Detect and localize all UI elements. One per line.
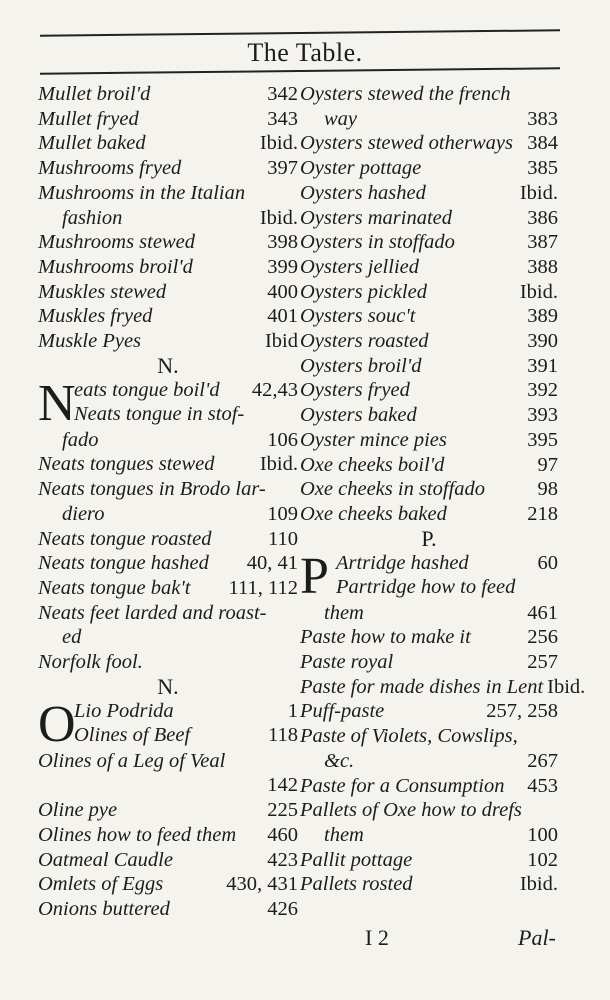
index-entry (300, 354, 558, 379)
entry-page: 386 (527, 206, 558, 229)
entry-page: 391 (527, 354, 558, 377)
entry-page: 399 (267, 255, 298, 278)
entry-page: 100 (527, 823, 558, 846)
entry-page: 40, 41 (246, 552, 298, 575)
entry-page: 267 (527, 749, 558, 772)
entry-text: Mushrooms fryed (38, 157, 182, 180)
index-entry (300, 280, 558, 305)
index-entry (300, 774, 558, 799)
index-entry (38, 897, 298, 922)
entry-page: Ibid. (259, 132, 298, 155)
drop-cap-block (300, 547, 558, 605)
entry-text: Oatmeal Caudle (38, 848, 173, 871)
entry-text: Oysters stewed the french (300, 83, 511, 105)
entry-text: Artridge hashed (336, 551, 469, 574)
entry-text: Oxe cheeks boil'd (300, 453, 445, 476)
entry-page: 257, 258 (486, 700, 558, 723)
page-title: The Table. (247, 38, 363, 67)
index-list (300, 82, 558, 527)
index-entry (74, 402, 298, 427)
index-entry (300, 650, 558, 675)
entry-text: Partridge how to feed (336, 576, 516, 599)
index-entry (300, 453, 558, 478)
entry-text: Mullet broil'd (38, 83, 151, 105)
drop-cap: P (300, 547, 329, 605)
drop-cap-block (38, 374, 298, 432)
index-entry (300, 181, 558, 206)
index-entry (336, 551, 558, 576)
entry-text-continued: diero (62, 502, 105, 525)
entry-page: 42,43 (251, 378, 298, 401)
entry-text: Oysters broil'd (300, 354, 422, 377)
entry-text: Mullet fryed (38, 107, 139, 130)
index-entry (38, 551, 298, 576)
entry-page: 397 (267, 157, 298, 180)
index-entry (38, 82, 298, 107)
entry-text: Puff-paste (300, 700, 385, 723)
entry-text: Mushrooms broil'd (38, 255, 193, 278)
index-list (38, 798, 298, 922)
index-list (300, 625, 586, 897)
index-entry (300, 675, 586, 700)
entry-text: Pallit pottage (300, 848, 413, 871)
entry-page: 400 (267, 280, 298, 303)
entry-page: 398 (267, 231, 298, 254)
entry-text: Oysters marinated (300, 206, 453, 229)
entry-text-continued: fashion (62, 206, 123, 229)
index-entry (38, 823, 298, 848)
entry-text: Lio Podrida (74, 699, 174, 722)
section-heading: P. (421, 525, 437, 551)
entry-text: eats tongue boil'd (74, 378, 220, 401)
entry-text: Oysters baked (300, 404, 417, 427)
left-column (38, 82, 298, 922)
entry-text: Oline pye (38, 799, 118, 822)
index-entry (38, 280, 298, 305)
entry-text: Oysters hashed (300, 181, 426, 204)
index-entry (300, 699, 558, 724)
entry-text: Mushrooms stewed (38, 231, 195, 254)
entry-text: Neats tongues stewed (38, 453, 215, 476)
entry-page: 390 (527, 330, 558, 353)
entry-page: 401 (267, 305, 298, 328)
entry-page: 1 (287, 699, 298, 722)
entry-page: 98 (537, 478, 558, 501)
entry-page: 109 (267, 502, 298, 525)
entry-text: fado (62, 428, 99, 451)
entry-text: Oysters jellied (300, 255, 419, 278)
index-entry (38, 304, 298, 329)
entry-page: 384 (527, 132, 558, 155)
index-entry (38, 872, 298, 897)
index-entry (38, 107, 298, 132)
right-column (300, 82, 586, 897)
index-entry (74, 378, 298, 403)
entry-page: 225 (267, 799, 298, 822)
entry-text: Mushrooms in the Italian (38, 181, 246, 204)
entry-page: 102 (527, 848, 558, 871)
entry-page: 426 (267, 897, 298, 920)
index-entry (38, 848, 298, 873)
entry-page: 257 (527, 651, 558, 674)
entry-page: 423 (267, 848, 298, 871)
index-list (38, 452, 298, 674)
entry-page: Ibid. (519, 280, 558, 303)
index-entry (38, 156, 298, 181)
entry-page: Ibid. (519, 873, 558, 896)
entry-page: 453 (527, 774, 558, 797)
index-entry (300, 131, 558, 156)
drop-cap: O (38, 695, 76, 753)
index-entry (300, 428, 558, 453)
entry-page: 388 (527, 255, 558, 278)
index-entry (38, 477, 298, 526)
entry-page: Ibid (264, 330, 298, 353)
index-entry (38, 601, 298, 650)
entry-page: Ibid. (259, 453, 298, 476)
index-entry (300, 378, 558, 403)
entry-page: 385 (527, 157, 558, 180)
entry-page: 111, 112 (228, 576, 298, 599)
entry-text: Paste royal (300, 651, 394, 674)
entry-page: 106 (267, 428, 298, 451)
index-entry (300, 156, 558, 181)
header-rule (40, 67, 560, 74)
index-entry (300, 477, 558, 502)
entry-page: 218 (527, 502, 558, 525)
entry-page: 430, 431 (226, 873, 298, 896)
entry-text-continued: &c. (324, 749, 355, 772)
index-entry (300, 872, 558, 897)
entry-text: Neats feet larded and roast- (38, 601, 267, 624)
drop-cap: N (38, 374, 76, 432)
index-entry (300, 230, 558, 255)
entry-text: Omlets of Eggs (38, 873, 164, 896)
index-entry (300, 502, 558, 527)
entry-page: 110 (268, 527, 298, 550)
entry-page: 342 (267, 83, 298, 105)
index-entry (300, 848, 558, 873)
index-list (38, 82, 298, 354)
index-entry (38, 749, 298, 774)
index-entry (336, 575, 558, 600)
entry-text: Oysters in stoffado (300, 231, 455, 254)
entry-text: Neats tongue in stof- (74, 403, 245, 426)
entry-page: Ibid. (547, 675, 586, 698)
section-heading: N. (157, 352, 179, 378)
index-entry (300, 625, 558, 650)
entry-text: Neats tongue hashed (38, 552, 209, 575)
index-entry (300, 206, 558, 231)
entry-text: Mullet baked (38, 132, 146, 155)
index-entry (38, 650, 298, 675)
entry-page: 118 (268, 724, 298, 747)
entry-page: 343 (267, 107, 298, 130)
entry-text: Pallets rosted (300, 873, 413, 896)
index-entry (38, 181, 298, 230)
index-entry (300, 403, 558, 428)
entry-text: Paste of Violets, Cowslips, (300, 725, 518, 748)
entry-text-continued: way (324, 107, 358, 130)
index-entry (300, 82, 558, 131)
entry-text: Olines how to feed them (38, 823, 237, 846)
index-entry-continuation (300, 601, 558, 626)
entry-page: 460 (267, 823, 298, 846)
index-entry (300, 724, 558, 773)
section-heading: N. (157, 673, 179, 699)
entry-text: Muskles fryed (38, 305, 153, 328)
entry-page: 395 (527, 428, 558, 451)
index-entry (300, 255, 558, 280)
index-entry (38, 576, 298, 601)
entry-text-continued: them (324, 823, 364, 846)
entry-text: Norfolk fool. (38, 651, 143, 674)
entry-text: Muskles stewed (38, 280, 167, 303)
entry-text: Oysters souc't (300, 305, 416, 328)
index-entry (38, 230, 298, 255)
index-entry (38, 255, 298, 280)
entry-page: 461 (527, 601, 558, 624)
index-entry-continuation (38, 428, 298, 453)
entry-page: 389 (527, 305, 558, 328)
entry-text: them (324, 601, 364, 624)
top-rule (40, 29, 560, 36)
entry-text: Neats tongue bak't (38, 576, 191, 599)
entry-text: Oysters pickled (300, 280, 427, 303)
entry-text: Oysters stewed otherways (300, 132, 513, 155)
entry-text: Oxe cheeks in stoffado (300, 478, 486, 501)
entry-text: Oyster mince pies (300, 428, 447, 451)
entry-text: Olines of a Leg of Veal (38, 749, 226, 772)
entry-page: 60 (537, 551, 558, 574)
index-entry (300, 329, 558, 354)
entry-text: Paste for a Consumption (300, 774, 505, 797)
entry-text: Olines of Beef (74, 724, 191, 747)
entry-text: Paste for made dishes in Lent (300, 675, 544, 698)
entry-text: Oxe cheeks baked (300, 502, 447, 525)
index-entry (38, 798, 298, 823)
entry-text: Oysters fryed (300, 379, 410, 402)
entry-text-continued: ed (62, 626, 82, 649)
index-entry (38, 452, 298, 477)
entry-page: Ibid. (259, 206, 298, 229)
entry-text: Muskle Pyes (38, 330, 142, 353)
entry-text: Neats tongues in Brodo lar- (38, 478, 266, 501)
entry-text: Pallets of Oxe how to drefs (300, 799, 522, 822)
index-entry (74, 699, 298, 724)
drop-cap-block (38, 695, 298, 753)
entry-page: Ibid. (519, 181, 558, 204)
index-entry (300, 798, 558, 847)
index-entry (38, 527, 298, 552)
catchword: Pal- (518, 925, 556, 950)
entry-text: Paste how to make it (300, 626, 471, 649)
index-entry (74, 723, 298, 748)
entry-text: Oysters roasted (300, 330, 429, 353)
entry-page: 387 (527, 231, 558, 254)
entry-page: 97 (537, 453, 558, 476)
entry-text: Oyster pottage (300, 157, 422, 180)
entry-page: 393 (527, 404, 558, 427)
signature-mark: I 2 (365, 925, 389, 950)
entry-page: 256 (527, 626, 558, 649)
entry-page: 392 (527, 379, 558, 402)
entry-page: 383 (527, 107, 558, 130)
entry-text: Onions buttered (38, 897, 170, 920)
index-entry (300, 304, 558, 329)
index-entry (38, 131, 298, 156)
entry-page: 142 (267, 774, 298, 797)
index-entry (38, 329, 298, 354)
entry-text: Neats tongue roasted (38, 527, 212, 550)
